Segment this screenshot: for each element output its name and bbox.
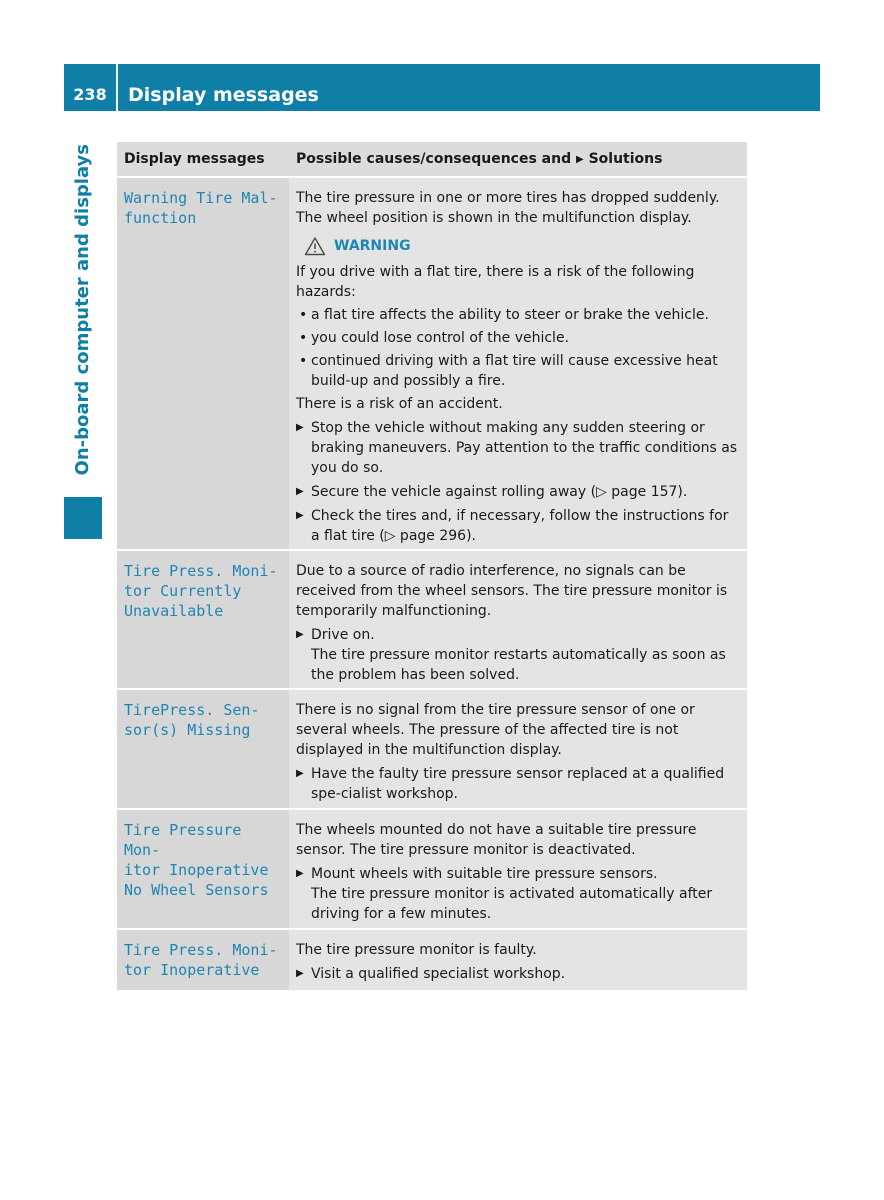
step-arrow-icon: ▶ [296, 510, 304, 521]
cause-text: Due to a source of radio interference, no signals can be received from the wheel sensors. The tire pressure monitor is temporarily malfunctioning. [296, 563, 728, 619]
table-row [117, 690, 747, 810]
solution-step: ▶ Check the tires and, if necessary, follow the instructions for a flat tire (▷ page 296). [296, 508, 729, 544]
display-message: Tire Press. Moni- tor Currently Unavailable [124, 562, 278, 620]
cause-text: The tire pressure monitor is faulty. [296, 942, 537, 958]
display-messages-table [117, 142, 747, 990]
warning-label: WARNING [334, 238, 411, 254]
cause-text: The wheels mounted do not have a suitable tire pressure sensor. The tire pressure monitor is deactivated. [296, 822, 697, 858]
header-divider [116, 64, 118, 111]
page-title: Display messages [128, 84, 319, 106]
display-message: Tire Press. Moni- tor Inoperative [124, 941, 278, 979]
list-item: • a flat tire affects the ability to steer or brake the vehicle. [299, 307, 709, 323]
solution-arrow-icon: ▶ [576, 154, 584, 165]
table-row [117, 178, 747, 551]
cause-text: The tire pressure in one or more tires has dropped suddenly. The wheel position is shown in the multifunction display. [296, 190, 720, 226]
warning-text: If you drive with a flat tire, there is a risk of the following hazards: [296, 264, 695, 300]
warning-box [304, 236, 740, 256]
solution-step: ▶ Secure the vehicle against rolling away (▷ page 157). [296, 484, 688, 500]
display-message: Tire Pressure Mon- itor Inoperative No Wheel Sensors [124, 821, 269, 899]
page-number: 238 [73, 85, 107, 104]
risk-text: There is a risk of an accident. [296, 396, 503, 412]
step-arrow-icon: ▶ [296, 968, 304, 979]
step-arrow-icon: ▶ [296, 486, 304, 497]
solution-step: ▶ Drive on. The tire pressure monitor restarts automatically as soon as the problem has been solved. [296, 627, 726, 683]
step-arrow-icon: ▶ [296, 629, 304, 640]
cause-text: There is no signal from the tire pressure sensor of one or several wheels. The pressure of the affected tire is not displayed in the multifunction display. [296, 702, 695, 758]
display-message: TirePress. Sen- sor(s) Missing [124, 701, 260, 739]
table-row [117, 930, 747, 990]
column-header-causes-label: Possible causes/consequences and [296, 151, 572, 167]
display-message: Warning Tire Mal- function [124, 189, 278, 227]
solution-step: ▶ Have the faulty tire pressure sensor replaced at a qualified spe-cialist workshop. [296, 766, 725, 802]
table-header-row [117, 142, 747, 178]
section-tab-label: On-board computer and displays [72, 144, 93, 476]
column-header-display-messages: Display messages [117, 142, 289, 176]
step-arrow-icon: ▶ [296, 768, 304, 779]
solution-step: ▶ Visit a qualified specialist workshop. [296, 966, 566, 982]
column-header-solutions [289, 142, 747, 176]
solution-step: ▶ Stop the vehicle without making any sudden steering or braking maneuvers. Pay attention to the traffic conditions as you do so. [296, 420, 738, 476]
table-row [117, 810, 747, 930]
warning-triangle-icon [304, 236, 326, 256]
list-item: • you could lose control of the vehicle. [299, 330, 570, 346]
step-arrow-icon: ▶ [296, 868, 304, 879]
step-arrow-icon: ▶ [296, 422, 304, 433]
solution-step: ▶ Mount wheels with suitable tire pressure sensors. The tire pressure monitor is activated automatically after driving for a few minutes. [296, 866, 713, 922]
table-row [117, 551, 747, 690]
list-item: • continued driving with a flat tire will cause excessive heat build-up and possibly a fire. [299, 353, 718, 389]
column-header-solutions-label: Solutions [588, 151, 663, 167]
